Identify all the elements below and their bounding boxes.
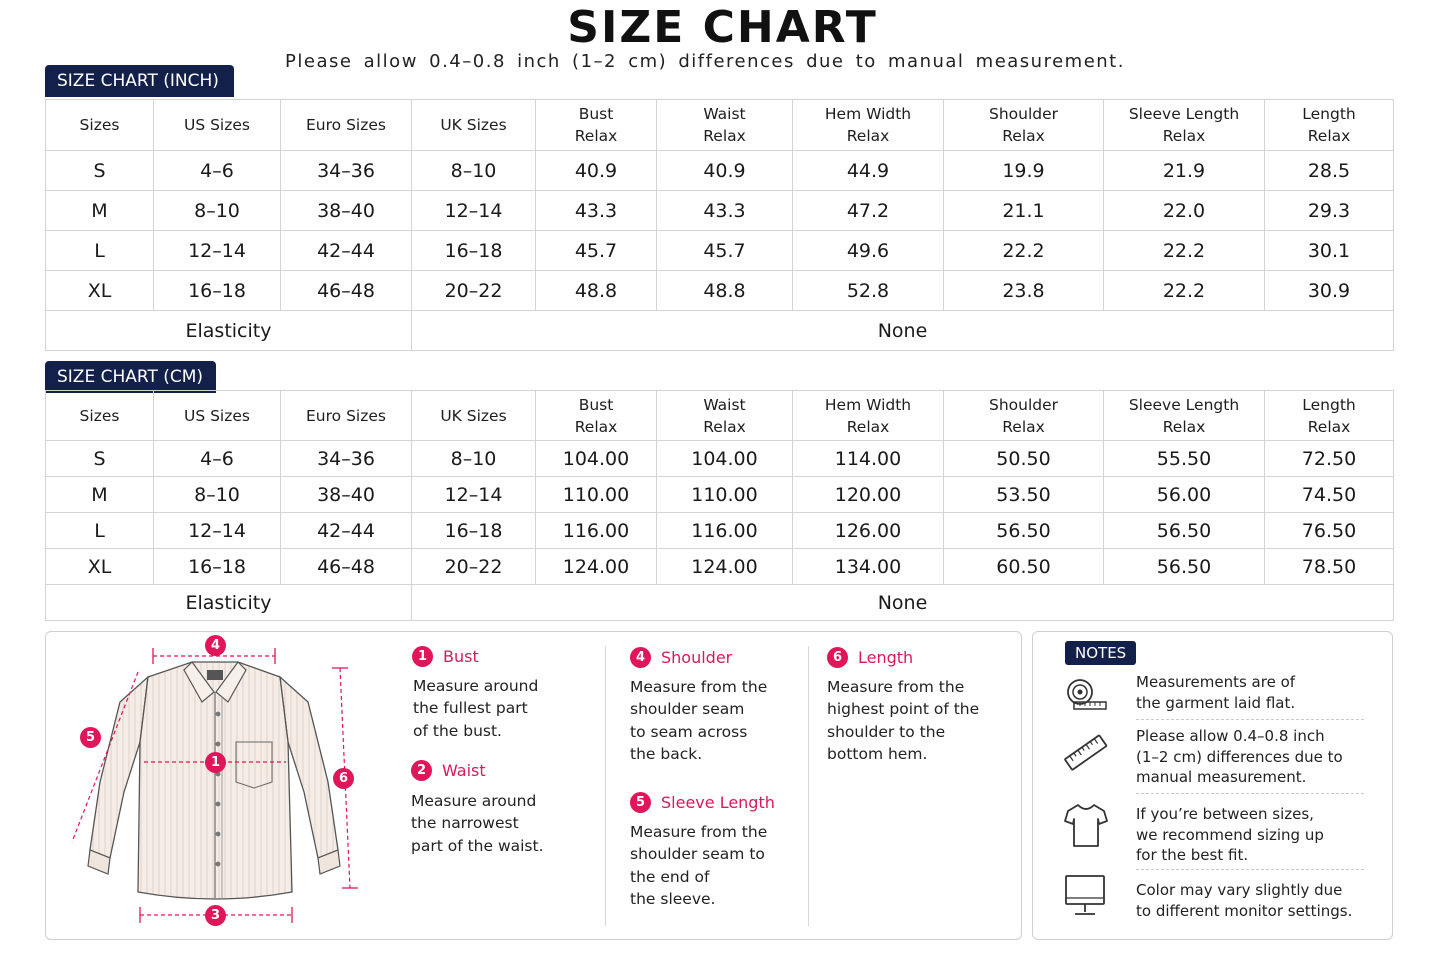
monitor-icon (1064, 874, 1106, 918)
table-cell: 74.50 (1265, 477, 1394, 513)
measure-shoulder-title (630, 647, 732, 668)
table-cell: 8–10 (154, 477, 281, 513)
diagram-marker-5: 5 (80, 727, 101, 748)
table-row (46, 191, 1394, 231)
note-text: Please allow 0.4–0.8 inch (1–2 cm) differences due to manual measurement. (1136, 727, 1343, 786)
table-cell: 34–36 (281, 441, 412, 477)
diagram-marker-6: 6 (333, 768, 354, 789)
table-cell: 22.2 (944, 231, 1104, 271)
table-cell: 76.50 (1265, 513, 1394, 549)
table-cell: 4–6 (154, 151, 281, 191)
table-cell: 134.00 (793, 549, 944, 585)
measure-title: Length (858, 648, 914, 667)
table-cell: 12–14 (154, 231, 281, 271)
col-header: Length Relax (1265, 391, 1394, 441)
elasticity-value: None (412, 311, 1394, 351)
number-badge: 1 (412, 646, 433, 667)
table-row (46, 549, 1394, 585)
number-badge: 6 (827, 647, 848, 668)
table-cell: 48.8 (657, 271, 793, 311)
table-cell: 40.9 (536, 151, 657, 191)
measure-waist-title (411, 760, 486, 781)
table-cell: 116.00 (657, 513, 793, 549)
table-cell: 104.00 (657, 441, 793, 477)
size-label-cell: M (46, 477, 154, 513)
table-cell: 20–22 (412, 271, 536, 311)
size-label-cell: L (46, 231, 154, 271)
table-cell: 120.00 (793, 477, 944, 513)
col-header: Bust Relax (536, 100, 657, 151)
col-header: Bust Relax (536, 391, 657, 441)
col-header: Euro Sizes (281, 100, 412, 151)
col-header: US Sizes (154, 100, 281, 151)
ruler-icon (1062, 732, 1110, 774)
note-text: Measurements are of the garment laid flat. (1136, 673, 1296, 712)
col-header: Sleeve Length Relax (1104, 100, 1265, 151)
page-subtitle: Please allow 0.4–0.8 inch (1–2 cm) differences due to manual measurement. (285, 51, 1125, 72)
measure-title: Bust (443, 647, 479, 666)
page-title: SIZE CHART (567, 2, 878, 53)
size-label-cell: M (46, 191, 154, 231)
col-header: Euro Sizes (281, 391, 412, 441)
table-cell: 4–6 (154, 441, 281, 477)
table-cell: 45.7 (536, 231, 657, 271)
table-header-row (46, 391, 1394, 441)
table-cell: 28.5 (1265, 151, 1394, 191)
number-badge: 4 (630, 647, 651, 668)
number-badge: 2 (411, 760, 432, 781)
table-cell: 126.00 (793, 513, 944, 549)
table-row (46, 151, 1394, 191)
table-cell: 72.50 (1265, 441, 1394, 477)
cm-size-table (45, 390, 1394, 621)
table-cell: 46–48 (281, 549, 412, 585)
table-cell: 56.00 (1104, 477, 1265, 513)
size-label-cell: XL (46, 549, 154, 585)
column-divider (605, 646, 606, 926)
table-cell: 38–40 (281, 477, 412, 513)
table-cell: 53.50 (944, 477, 1104, 513)
measure-sleeve-text: Measure from the shoulder seam to the end of the sleeve. (630, 823, 768, 908)
col-header: Shoulder Relax (944, 100, 1104, 151)
table-cell: 30.9 (1265, 271, 1394, 311)
table-cell: 21.9 (1104, 151, 1265, 191)
table-cell: 12–14 (412, 477, 536, 513)
table-cell: 49.6 (793, 231, 944, 271)
table-row (46, 513, 1394, 549)
table-cell: 104.00 (536, 441, 657, 477)
table-cell: 21.1 (944, 191, 1104, 231)
measure-title: Shoulder (661, 648, 733, 667)
table-row (46, 271, 1394, 311)
col-header: Length Relax (1265, 100, 1394, 151)
inch-size-table (45, 99, 1394, 351)
note-divider (1136, 719, 1364, 720)
measure-waist-text: Measure around the narrowest part of the waist. (411, 792, 544, 855)
notes-tag: NOTES (1065, 641, 1136, 665)
note-divider (1136, 869, 1364, 870)
col-header: Waist Relax (657, 100, 793, 151)
col-header: Hem Width Relax (793, 391, 944, 441)
measure-shoulder-text: Measure from the shoulder seam to seam across the back. (630, 678, 768, 763)
elasticity-row (46, 311, 1394, 351)
col-header: Sizes (46, 100, 154, 151)
table-cell: 22.2 (1104, 231, 1265, 271)
note-divider (1136, 793, 1364, 794)
inch-chart-tag: SIZE CHART (INCH) (45, 65, 234, 97)
column-divider (808, 646, 809, 926)
measure-bust-title (412, 646, 479, 667)
table-row (46, 231, 1394, 271)
col-header: Waist Relax (657, 391, 793, 441)
table-cell: 8–10 (412, 441, 536, 477)
table-cell: 48.8 (536, 271, 657, 311)
table-cell: 8–10 (154, 191, 281, 231)
table-cell: 16–18 (412, 513, 536, 549)
measure-length-title (827, 647, 913, 668)
col-header: Shoulder Relax (944, 391, 1104, 441)
table-row (46, 441, 1394, 477)
cm-chart-tag: SIZE CHART (CM) (45, 361, 216, 393)
elasticity-label: Elasticity (46, 311, 412, 351)
table-cell: 40.9 (657, 151, 793, 191)
elasticity-row (46, 585, 1394, 621)
table-cell: 56.50 (944, 513, 1104, 549)
table-cell: 46–48 (281, 271, 412, 311)
measure-title: Sleeve Length (661, 793, 775, 812)
table-cell: 16–18 (154, 549, 281, 585)
table-cell: 8–10 (412, 151, 536, 191)
note-text: Color may vary slightly due to different monitor settings. (1136, 881, 1353, 920)
elasticity-value: None (412, 585, 1394, 621)
table-cell: 42–44 (281, 231, 412, 271)
size-label-cell: L (46, 513, 154, 549)
col-header: Sleeve Length Relax (1104, 391, 1265, 441)
measure-sleeve-title (630, 792, 775, 813)
table-cell: 47.2 (793, 191, 944, 231)
t-shirt-icon (1064, 802, 1108, 848)
table-cell: 19.9 (944, 151, 1104, 191)
table-cell: 116.00 (536, 513, 657, 549)
table-cell: 38–40 (281, 191, 412, 231)
note-text: If you’re between sizes, we recommend sizing up for the best fit. (1136, 805, 1324, 864)
col-header: UK Sizes (412, 391, 536, 441)
diagram-marker-4: 4 (205, 635, 226, 656)
table-cell: 23.8 (944, 271, 1104, 311)
table-cell: 55.50 (1104, 441, 1265, 477)
elasticity-label: Elasticity (46, 585, 412, 621)
table-cell: 22.0 (1104, 191, 1265, 231)
table-cell: 56.50 (1104, 549, 1265, 585)
table-cell: 110.00 (536, 477, 657, 513)
table-cell: 12–14 (412, 191, 536, 231)
size-label-cell: S (46, 441, 154, 477)
measuring-tape-icon (1064, 674, 1108, 714)
table-cell: 42–44 (281, 513, 412, 549)
table-cell: 34–36 (281, 151, 412, 191)
table-cell: 60.50 (944, 549, 1104, 585)
measure-title: Waist (442, 761, 486, 780)
measure-bust-text: Measure around the fullest part of the bust. (413, 677, 539, 740)
col-header: Sizes (46, 391, 154, 441)
table-cell: 29.3 (1265, 191, 1394, 231)
size-label-cell: S (46, 151, 154, 191)
table-cell: 78.50 (1265, 549, 1394, 585)
measure-length-text: Measure from the highest point of the shoulder to the bottom hem. (827, 678, 980, 763)
table-cell: 16–18 (154, 271, 281, 311)
table-cell: 52.8 (793, 271, 944, 311)
table-cell: 12–14 (154, 513, 281, 549)
table-cell: 30.1 (1265, 231, 1394, 271)
table-cell: 50.50 (944, 441, 1104, 477)
table-cell: 110.00 (657, 477, 793, 513)
table-cell: 56.50 (1104, 513, 1265, 549)
table-cell: 43.3 (536, 191, 657, 231)
table-cell: 124.00 (536, 549, 657, 585)
col-header: Hem Width Relax (793, 100, 944, 151)
number-badge: 5 (630, 792, 651, 813)
table-header-row (46, 100, 1394, 151)
table-cell: 43.3 (657, 191, 793, 231)
table-row (46, 477, 1394, 513)
col-header: UK Sizes (412, 100, 536, 151)
diagram-marker-1: 1 (205, 752, 226, 773)
table-cell: 44.9 (793, 151, 944, 191)
table-cell: 16–18 (412, 231, 536, 271)
table-cell: 22.2 (1104, 271, 1265, 311)
table-cell: 45.7 (657, 231, 793, 271)
size-label-cell: XL (46, 271, 154, 311)
table-cell: 124.00 (657, 549, 793, 585)
table-cell: 114.00 (793, 441, 944, 477)
table-cell: 20–22 (412, 549, 536, 585)
diagram-marker-3: 3 (205, 905, 226, 926)
col-header: US Sizes (154, 391, 281, 441)
